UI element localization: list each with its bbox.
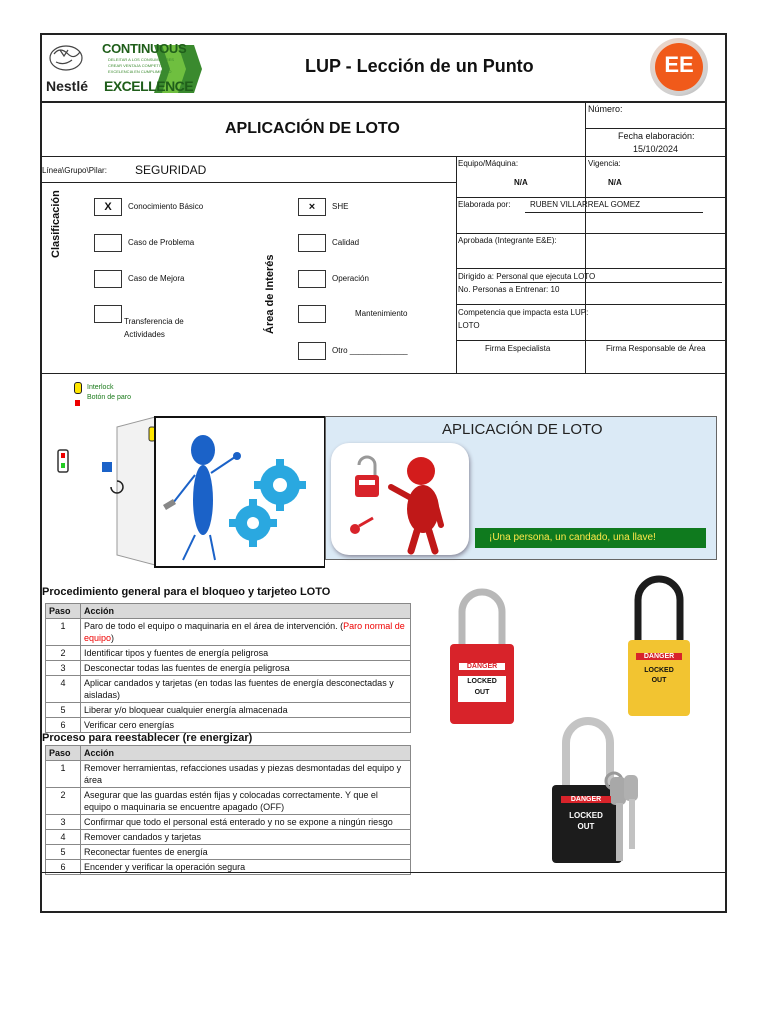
procedure-step-number: 3 [46,661,81,676]
firma-especialista: Firma Especialista [485,344,551,353]
restore-row [46,830,411,845]
area-label-4: Otro _____________ [332,346,408,355]
yellow-lock-danger: DANGER [636,653,682,660]
logo-tagline-3: EXCELENCIA EN CUMPLIMIENTO [108,69,172,74]
slogan-banner [475,528,706,548]
interlock-legend-label: Interlock [87,384,114,391]
procedure-row [46,703,411,718]
linea-label: Línea\Grupo\Pilar: [42,166,107,175]
restore-step-number: 1 [46,761,81,788]
procedure-step-text: Verificar cero energías [84,720,175,730]
logo-tagline-2: CREAR VENTAJA COMPETITIVA [108,63,169,68]
clasificacion-label-1: Caso de Problema [128,238,195,247]
red-lock-locked: LOCKED [467,678,497,685]
black-lock-out: OUT [577,822,595,831]
restore-step-number: 5 [46,845,81,860]
procedure-step-action [81,619,411,646]
clasificacion-checkbox-0[interactable]: X [94,198,122,216]
area-label-3: Mantenimiento [355,309,408,318]
procedure-step-action [81,703,411,718]
ee-badge-text: EE [664,52,694,77]
restore-step-action: Confirmar que todo el personal está enterado y no se expone a ningún riesgo [81,815,411,830]
dirigido-value: Personal que ejecuta LOTO [496,272,596,281]
ee-badge [650,38,708,96]
restore-title: Proceso para reestablecer (re energizar) [42,732,253,744]
boton-legend-label: Botón de paro [87,394,131,401]
procedure-step-number: 1 [46,619,81,646]
black-lock-locked: LOCKED [569,811,603,820]
area-label-1: Calidad [332,238,360,247]
restore-row [46,788,411,815]
clasificacion-label-2: Caso de Mejora [128,274,185,283]
restore-header-row [46,746,411,761]
restore-step-action: Encender y verificar la operación segura [81,860,411,875]
elaborada-label: Elaborada por: [458,200,511,209]
procedure-step-action [81,676,411,703]
vigencia-label: Vigencia: [588,159,621,168]
dirigido-label [458,272,595,281]
red-lock-danger: DANGER [459,663,505,670]
competencia-label: Competencia que impacta esta LUP: [458,308,589,317]
yellow-lock-out: OUT [651,677,667,684]
procedure-step-number: 6 [46,718,81,733]
restore-step-number: 4 [46,830,81,845]
area-checkbox-1[interactable] [298,234,326,252]
restore-step-action: Remover candados y tarjetas [81,830,411,845]
procedure-step-action [81,661,411,676]
procedure-row [46,661,411,676]
elaborada-value: RUBEN VILLARREAL GOMEZ [530,200,640,209]
restore-step-number: 3 [46,815,81,830]
area-checkbox-4[interactable] [298,342,326,360]
procedure-row [46,619,411,646]
procedure-col-paso: Paso [46,604,81,619]
document-subject: APLICACIÓN DE LOTO [225,120,400,137]
procedure-step-tail: ) [111,633,115,643]
equipo-value: N/A [514,178,528,187]
procedure-row [46,646,411,661]
procedure-row [46,718,411,733]
nestle-logo [44,40,204,98]
restore-step-number: 6 [46,860,81,875]
area-label-2: Operación [332,274,369,283]
interlock-legend-icon [74,382,82,394]
area-title: Área de Interés [264,254,276,334]
clasificacion-label-3: Transferencia de Actividades [124,317,184,339]
yellow-padlock-image [626,574,692,718]
area-checkbox-3[interactable] [298,305,326,323]
logo-tagline-1: DELEITAR A LOS CONSUMIDORES [108,57,174,62]
procedure-table [45,603,411,733]
clasificacion-title: Clasificación [50,190,62,258]
area-checkbox-0[interactable]: × [298,198,326,216]
procedure-header-row [46,604,411,619]
procedure-title: Procedimiento general para el bloqueo y tarjeteo LOTO [42,586,331,598]
black-padlock-image [550,715,646,865]
clasificacion-checkbox-3[interactable] [94,305,122,323]
numero-label: Número: [588,104,623,114]
aprobada-label: Aprobada (Integrante E&E): [458,236,557,245]
personas-label: No. Personas a Entrenar: 10 [458,285,560,294]
restore-step-action: Remover herramientas, refacciones usadas y piezas desmontadas del equipo y área [81,761,411,788]
dirigido-label-text: Dirigido a: [458,272,495,281]
procedure-step-text: Desconectar todas las fuentes de energía peligrosa [84,663,290,673]
logo-continuous-text: CONTINUOUS [102,41,187,56]
procedure-step-text: Identificar tipos y fuentes de energía peligrosa [84,648,269,658]
procedure-step-action [81,646,411,661]
competencia-value: LOTO [458,321,480,330]
clasificacion-label-0: Conocimiento Básico [128,202,204,211]
yellow-lock-locked: LOCKED [644,667,674,674]
procedure-col-accion: Acción [81,604,411,619]
equipo-label: Equipo/Máquina: [458,159,519,168]
procedure-step-highlight: Paro normal de equipo [84,621,405,643]
page-title: LUP - Lección de un Punto [305,56,534,76]
boton-legend-icon [75,400,80,406]
procedure-step-number: 4 [46,676,81,703]
procedure-step-number: 2 [46,646,81,661]
restore-step-action: Asegurar que las guardas estén fijas y colocadas correctamente. Y que el equipo o maquinaria se encuentre apagado (OFF) [81,788,411,815]
restore-table [45,745,411,875]
restore-step-number: 2 [46,788,81,815]
loto-figure-card [331,443,469,555]
vigencia-value: N/A [608,178,622,187]
logo-excellence-text: EXCELLENCE [104,78,194,94]
machine-illustration [55,415,325,570]
clasificacion-checkbox-2[interactable] [94,270,122,288]
logo-nestle-text: Nestlé [46,78,89,94]
restore-row [46,761,411,788]
procedure-step-text: Aplicar candados y tarjetas (en todas las fuentes de energía desconectadas y aisladas) [84,678,394,700]
red-padlock-image [448,588,516,726]
procedure-step-text: Paro de todo el equipo o maquinaria en el área de intervención. ( [84,621,344,631]
procedure-row [46,676,411,703]
firma-responsable: Firma Responsable de Área [606,344,706,353]
black-lock-danger: DANGER [561,796,611,803]
procedure-step-text: Liberar y/o bloquear cualquier energía almacenada [84,705,288,715]
red-lock-out: OUT [474,689,490,696]
restore-col-accion: Acción [81,746,411,761]
loto-panel-title: APLICACIÓN DE LOTO [442,421,603,438]
procedure-step-action [81,718,411,733]
loto-panel [325,416,717,560]
area-checkbox-2[interactable] [298,270,326,288]
procedure-step-number: 5 [46,703,81,718]
clasificacion-checkbox-1[interactable] [94,234,122,252]
restore-step-action: Reconectar fuentes de energía [81,845,411,860]
slogan-text: ¡Una persona, un candado, una llave! [489,532,656,543]
fecha-value: 15/10/2024 [633,144,679,154]
restore-row [46,845,411,860]
restore-col-paso: Paso [46,746,81,761]
fecha-label: Fecha elaboración: [618,131,695,141]
linea-value: SEGURIDAD [135,163,207,177]
restore-row [46,815,411,830]
area-label-0: SHE [332,202,349,211]
